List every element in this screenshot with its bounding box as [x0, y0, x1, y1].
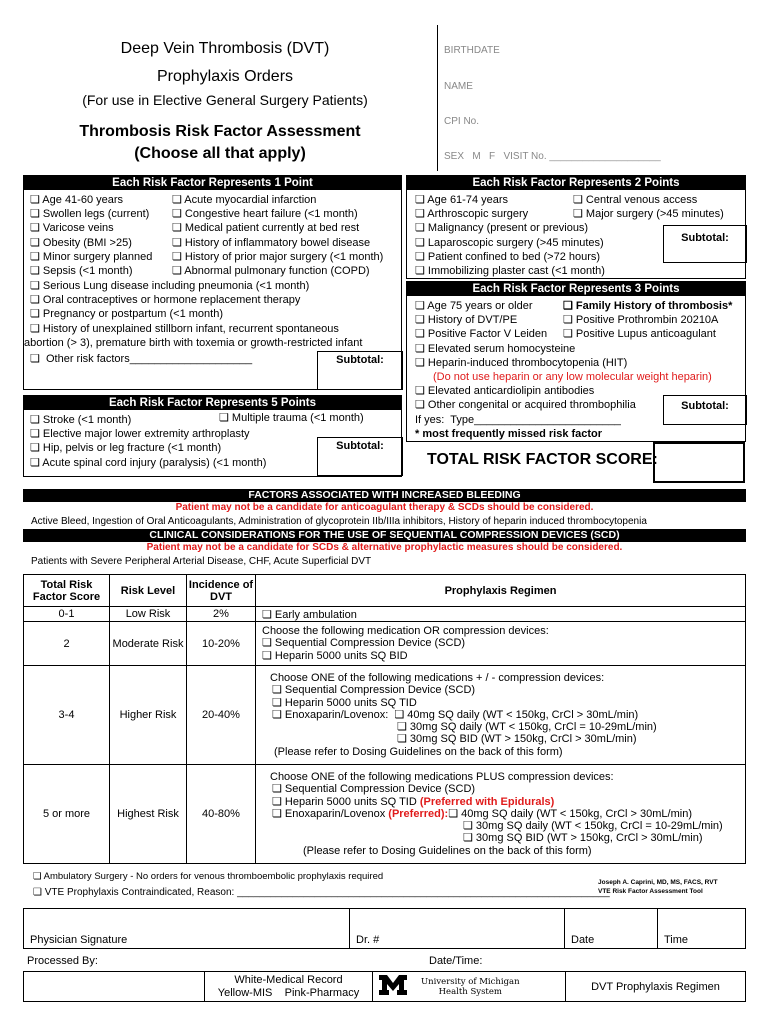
risk-factor-checkbox[interactable]: ❏ Laparoscopic surgery (>45 minutes)	[415, 236, 604, 249]
risk-factor-checkbox[interactable]: ❏ Oral contraceptives or hormone replacement therapy	[30, 294, 301, 307]
regimen-instruction: Choose ONE of the following medications PLUS compression devices:	[270, 771, 614, 784]
regimen-option[interactable]: ❏ 40mg SQ daily (WT < 150kg, CrCl > 30mL/min)	[448, 807, 692, 820]
total-score-label: TOTAL RISK FACTOR SCORE:	[427, 451, 658, 468]
risk-factor-checkbox[interactable]: ❏ Malignancy (present or previous)	[415, 222, 589, 235]
five-point-right	[219, 411, 364, 425]
risk-factor-checkbox[interactable]: ❏ Age 75 years or older	[415, 300, 533, 312]
regimen-option[interactable]: ❏ Early ambulation	[256, 607, 746, 622]
copy-distribution	[205, 972, 373, 1002]
regimen-option-row	[270, 796, 745, 808]
contraindicated-checkbox[interactable]: ❏ VTE Prophylaxis Contraindicated, Reason: ___________________________________________________________________	[33, 887, 610, 898]
risk-factor-checkbox[interactable]: ❏ Positive Prothrombin 20210A	[563, 314, 719, 327]
regimen-instruction: Choose the following medication OR compression devices:	[262, 625, 549, 638]
regimen-option[interactable]: ❏ Sequential Compression Device (SCD)	[272, 684, 476, 697]
subtitle-line2: (Choose all that apply)	[134, 145, 306, 162]
signature-table	[23, 908, 746, 949]
one-point-right-col	[172, 193, 383, 278]
ambulatory-checkbox[interactable]: ❏ Ambulatory Surgery - No orders for venous thromboembolic prophylaxis required	[33, 871, 384, 882]
risk-factor-checkbox[interactable]: ❏ History of DVT/PE	[415, 314, 518, 327]
regimen-option[interactable]: ❏ 30mg SQ BID (WT > 150kg, CrCl > 30mL/min)	[463, 832, 703, 845]
three-point-header: Each Risk Factor Represents 3 Points	[407, 282, 745, 296]
score-cell: 0-1	[24, 607, 110, 622]
col-score: Total Risk Factor Score	[24, 575, 110, 607]
preferred-label: (Preferred):	[388, 807, 449, 820]
bleeding-warning: Patient may not be a candidate for anticoagulant therapy & SCDs should be considered.	[175, 502, 594, 513]
incidence-cell: 10-20%	[187, 622, 256, 666]
title-line2: Prophylaxis Orders	[156, 68, 294, 85]
logo-text	[421, 977, 520, 997]
two-point-header: Each Risk Factor Represents 2 Points	[407, 176, 745, 190]
table-row	[24, 607, 746, 622]
one-point-subtotal[interactable]: Subtotal:	[317, 351, 403, 390]
score-cell: 5 or more	[24, 765, 110, 864]
risk-factor-checkbox[interactable]: ❏ Minor surgery planned	[30, 250, 153, 263]
sex-visit-label[interactable]: SEX M F VISIT No. ____________________	[444, 151, 661, 162]
credit-line1: Joseph A. Caprini, MD, MS, FACS, RVT	[598, 879, 718, 886]
regimen-table	[23, 574, 746, 864]
risk-factor-checkbox[interactable]: ❏ Other congenital or acquired thrombophilia	[415, 399, 636, 412]
risk-factor-checkbox[interactable]: ❏ Stroke (<1 month)	[30, 414, 132, 426]
risk-factor-checkbox[interactable]: ❏ Age 41-60 years	[30, 194, 124, 206]
table-row	[24, 666, 746, 765]
regimen-option[interactable]: ❏ Sequential Compression Device (SCD)	[262, 637, 466, 650]
risk-factor-checkbox[interactable]: ❏ Family History of thrombosis*	[563, 300, 733, 312]
regimen-option[interactable]: ❏ Heparin 5000 units SQ TID	[272, 696, 417, 709]
copies-line2: Yellow-MIS Pink-Pharmacy	[217, 986, 360, 999]
thrombophilia-type-field[interactable]: If yes: Type________________________	[415, 413, 621, 426]
risk-factor-checkbox[interactable]: ❏ Abnormal pulmonary function (COPD)	[172, 265, 370, 278]
physician-signature-field[interactable]: Physician Signature	[24, 909, 350, 949]
processed-datetime-label[interactable]: Date/Time:	[429, 955, 483, 967]
five-point-section	[23, 395, 402, 477]
risk-factor-checkbox[interactable]: ❏ Acute spinal cord injury (paralysis) (<1 month)	[30, 456, 267, 469]
two-point-right-col	[573, 193, 724, 221]
regimen-instruction: Choose ONE of the following medications + / - compression devices:	[270, 672, 605, 685]
score-cell: 2	[24, 622, 110, 666]
regimen-option[interactable]: ❏ Sequential Compression Device (SCD)	[272, 783, 476, 796]
risk-factor-checkbox[interactable]: ❏ Serious Lung disease including pneumonia (<1 month)	[30, 280, 310, 292]
level-cell: Highest Risk	[110, 765, 187, 864]
subtitle-line1: Thrombosis Risk Factor Assessment	[79, 123, 361, 140]
risk-factor-checkbox[interactable]: ❏ Heparin-induced thrombocytopenia (HIT)	[415, 356, 628, 369]
risk-factor-checkbox[interactable]: ❏ Elective major lower extremity arthroplasty	[30, 428, 250, 441]
risk-factor-checkbox[interactable]: ❏ History of inflammatory bowel disease	[172, 236, 371, 249]
risk-factor-checkbox[interactable]: ❏ Age 61-74 years	[415, 194, 509, 206]
regimen-option[interactable]: ❏ Heparin 5000 units SQ TID	[272, 795, 417, 808]
score-cell: 3-4	[24, 666, 110, 765]
scd-warning: Patient may not be a candidate for SCDs & alternative prophylactic measures should be considered.	[146, 542, 623, 553]
five-point-header: Each Risk Factor Represents 5 Points	[24, 396, 401, 410]
risk-factor-checkbox[interactable]: ❏ History of prior major surgery (<1 month)	[172, 250, 384, 263]
risk-factor-checkbox[interactable]: ❏ Central venous access	[573, 194, 698, 206]
table-row	[24, 622, 746, 666]
level-cell: Moderate Risk	[110, 622, 187, 666]
risk-factor-checkbox[interactable]: ❏ Obesity (BMI >25)	[30, 236, 132, 249]
two-point-subtotal[interactable]: Subtotal:	[663, 225, 747, 263]
three-point-section	[406, 281, 746, 442]
risk-factor-checkbox[interactable]: ❏ Elevated serum homocysteine	[415, 342, 576, 355]
incidence-cell: 40-80%	[187, 765, 256, 864]
three-point-subtotal[interactable]: Subtotal:	[663, 395, 747, 425]
regimen-option[interactable]: ❏ Enoxaparin/Lovenox	[272, 807, 386, 820]
logo-line2: Health System	[438, 986, 502, 997]
one-point-header: Each Risk Factor Represents 1 Point	[24, 176, 401, 190]
risk-factor-checkbox[interactable]: ❏ History of unexplained stillborn infant, recurrent spontaneous	[30, 322, 339, 335]
col-level: Risk Level	[110, 575, 187, 607]
time-field[interactable]: Time	[658, 909, 746, 949]
one-point-left-col	[30, 193, 152, 278]
footer-table	[23, 971, 746, 1002]
regimen-cell	[256, 765, 746, 864]
one-point-section	[23, 175, 402, 390]
block-m-logo-icon	[379, 975, 407, 998]
one-point-full-items	[24, 279, 363, 366]
scd-conditions: Patients with Severe Peripheral Arterial Disease, CHF, Acute Superficial DVT	[31, 556, 372, 567]
processed-by-label[interactable]: Processed By:	[27, 955, 98, 967]
risk-factor-checkbox[interactable]: ❏ Positive Factor V Leiden	[415, 328, 548, 341]
dr-number-field[interactable]: Dr. #	[350, 909, 565, 949]
incidence-cell: 2%	[187, 607, 256, 622]
col-regimen: Prophylaxis Regimen	[256, 575, 746, 607]
risk-factor-checkbox[interactable]: ❏ Varicose veins	[30, 222, 114, 235]
name-label[interactable]: NAME	[444, 81, 473, 92]
regimen-cell	[256, 622, 746, 666]
date-field[interactable]: Date	[565, 909, 658, 949]
regimen-option-row	[270, 808, 745, 820]
regimen-option[interactable]: ❏ Heparin 5000 units SQ BID	[262, 649, 408, 662]
regimen-cell	[256, 666, 746, 765]
bleeding-header: FACTORS ASSOCIATED WITH INCREASED BLEEDING	[23, 489, 746, 502]
risk-factor-checkbox[interactable]: ❏ Immobilizing plaster cast (<1 month)	[415, 265, 605, 278]
regimen-option[interactable]: ❏ 30mg SQ daily (WT < 150kg, CrCl = 10-29mL/min)	[463, 820, 723, 833]
risk-factor-checkbox[interactable]: ❏ Acute myocardial infarction	[172, 194, 317, 206]
level-cell: Higher Risk	[110, 666, 187, 765]
risk-factor-checkbox[interactable]: ❏ Sepsis (<1 month)	[30, 265, 133, 278]
form-name: DVT Prophylaxis Regimen	[566, 972, 746, 1002]
logo-cell	[373, 972, 566, 1002]
risk-factor-checkbox[interactable]: ❏ Major surgery (>45 minutes)	[573, 208, 724, 221]
col-incidence: Incidence of DVT	[187, 575, 256, 607]
risk-factor-continuation: abortion (> 3), premature birth with toxemia or growth-restricted infant	[24, 336, 363, 349]
risk-factor-checkbox[interactable]: ❏ Congestive heart failure (<1 month)	[172, 208, 358, 221]
table-row	[24, 765, 746, 864]
incidence-cell: 20-40%	[187, 666, 256, 765]
level-cell: Low Risk	[110, 607, 187, 622]
risk-factor-checkbox[interactable]: ❏ Medical patient currently at bed rest	[172, 222, 360, 235]
regimen-note: (Please refer to Dosing Guidelines on the back of this form)	[303, 844, 592, 857]
patient-box-border	[437, 25, 438, 171]
risk-factor-checkbox[interactable]: ❏ Multiple trauma (<1 month)	[219, 412, 364, 424]
regimen-option[interactable]: ❏ 30mg SQ daily (WT < 150kg, CrCl = 10-29mL/min)	[397, 721, 657, 734]
risk-factor-checkbox[interactable]: ❏ Pregnancy or postpartum (<1 month)	[30, 308, 223, 321]
three-point-right-col	[563, 299, 732, 342]
cpi-label[interactable]: CPI No.	[444, 116, 480, 127]
regimen-option[interactable]: ❏ 30mg SQ BID (WT > 150kg, CrCl > 30mL/min)	[397, 733, 637, 746]
birthdate-label[interactable]: BIRTHDATE	[444, 45, 500, 56]
risk-factor-checkbox[interactable]: ❏ Patient confined to bed (>72 hours)	[415, 250, 601, 263]
copies-line1: White-Medical Record	[234, 973, 343, 986]
risk-factor-checkbox[interactable]: ❏ Hip, pelvis or leg fracture (<1 month)	[30, 442, 222, 455]
title-line3: (For use in Elective General Surgery Patients)	[82, 92, 368, 108]
other-risk-factors[interactable]: ❏ Other risk factors____________________	[30, 353, 253, 366]
credit-line2: VTE Risk Factor Assessment Tool	[598, 888, 703, 895]
regimen-option[interactable]: ❏ Enoxaparin/Lovenox: ❏ 40mg SQ daily (WT < 150kg, CrCl > 30mL/min)	[272, 708, 639, 721]
footer-blank	[24, 972, 205, 1002]
hit-warning: (Do not use heparin or any low molecular weight heparin)	[433, 371, 712, 384]
two-point-section	[406, 175, 746, 279]
risk-factor-checkbox[interactable]: ❏ Swollen legs (current)	[30, 208, 150, 221]
regimen-note: (Please refer to Dosing Guidelines on the back of this form)	[274, 745, 563, 758]
risk-factor-checkbox[interactable]: ❏ Positive Lupus anticoagulant	[563, 328, 716, 341]
five-point-subtotal[interactable]: Subtotal:	[317, 437, 403, 476]
regimen-header-row	[24, 575, 746, 607]
credit	[598, 878, 718, 896]
total-score-field[interactable]	[653, 442, 745, 483]
bleeding-factors: Active Bleed, Ingestion of Oral Anticoagulants, Administration of glycoprotein IIb/IIIa inhibitors, History of heparin induced thrombocytopenia	[31, 516, 647, 527]
title-line1: Deep Vein Thrombosis (DVT)	[120, 40, 330, 57]
risk-factor-checkbox[interactable]: ❏ Elevated anticardiolipin antibodies	[415, 385, 595, 398]
missed-risk-footnote: * most frequently missed risk factor	[415, 427, 603, 440]
preferred-epidurals: (Preferred with Epidurals)	[419, 795, 555, 808]
logo-line1: University of Michigan	[421, 976, 520, 987]
risk-factor-checkbox[interactable]: ❏ Arthroscopic surgery	[415, 208, 529, 221]
scd-header: CLINICAL CONSIDERATIONS FOR THE USE OF SEQUENTIAL COMPRESSION DEVICES (SCD)	[23, 529, 746, 542]
